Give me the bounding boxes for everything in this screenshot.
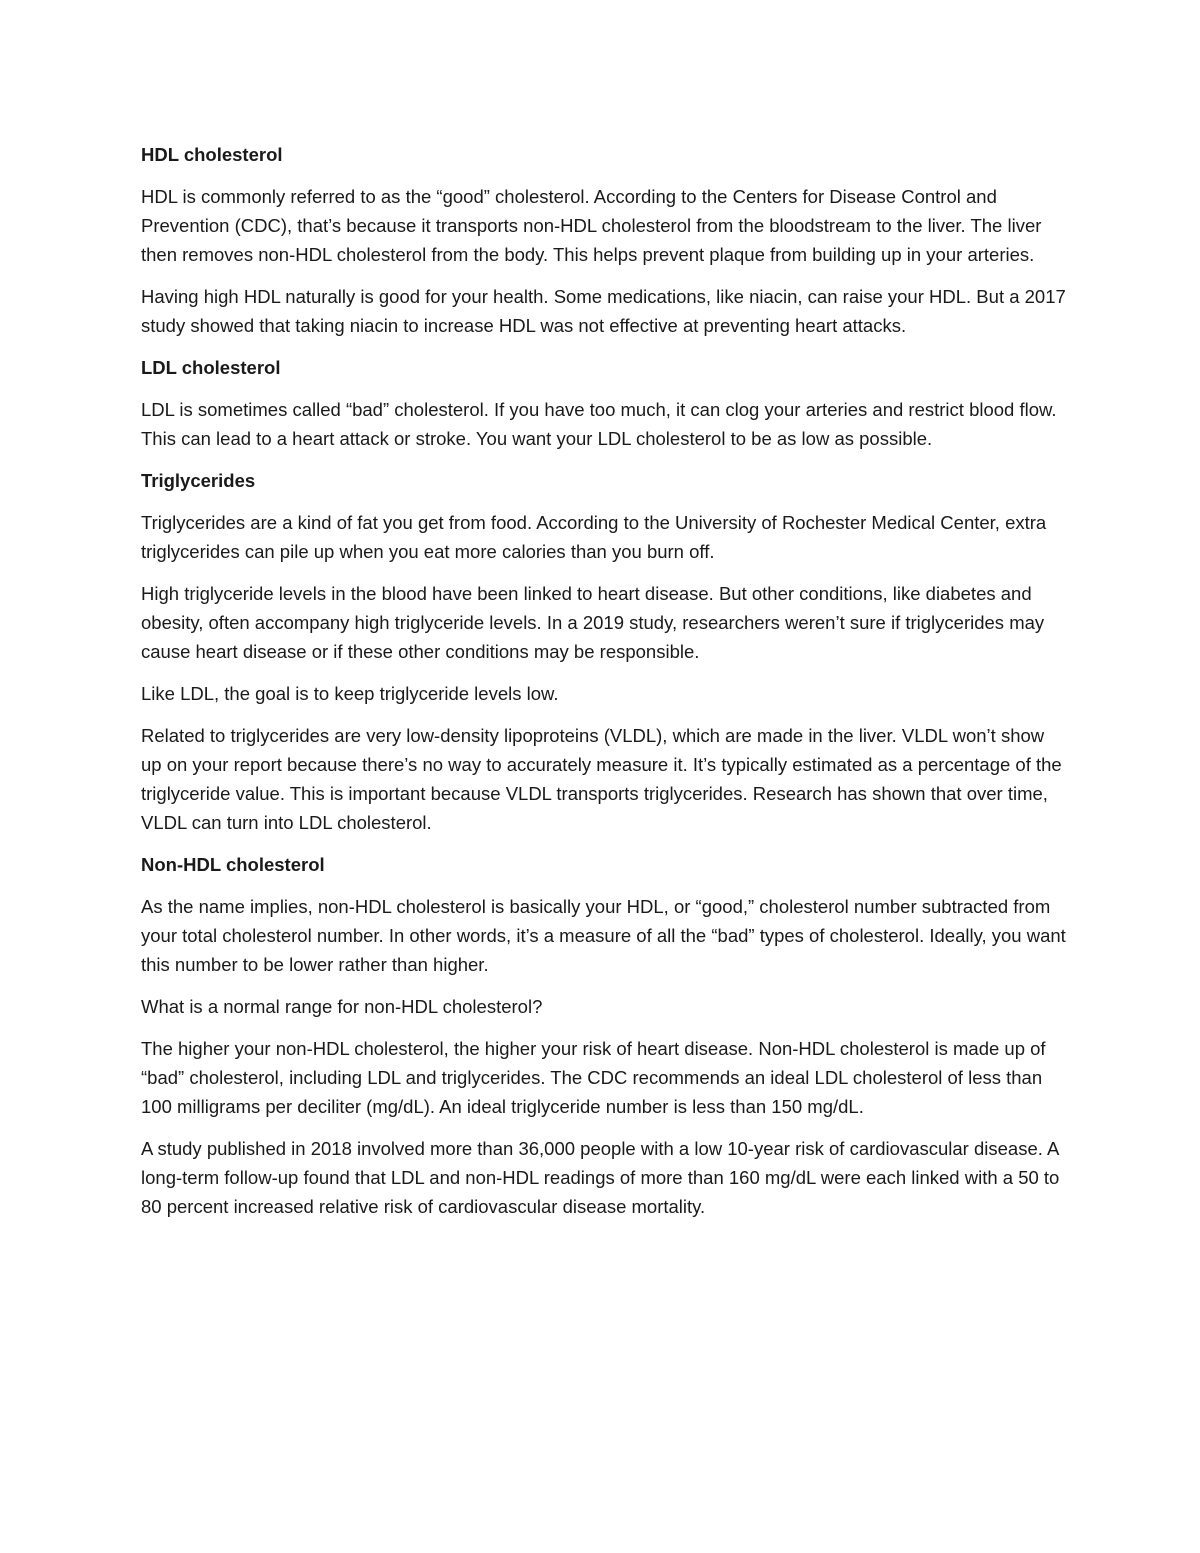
paragraph: Triglycerides are a kind of fat you get from food. According to the University of Rochester Medical Center, extra triglycerides can pile up when you eat more calories than you burn off.	[141, 512, 1047, 562]
paragraph: A study published in 2018 involved more than 36,000 people with a low 10-year risk of cardiovascular disease. A long-term follow-up found that LDL and non-HDL readings of more than 160 mg/dL were each linked with a 50 to 80 percent increased relative risk of cardiovascular disease mortality.	[141, 1138, 1060, 1217]
paragraph: Having high HDL naturally is good for your health. Some medications, like niacin, can raise your HDL. But a 2017 study showed that taking niacin to increase HDL was not effective at preventing heart attacks.	[141, 286, 1066, 336]
paragraph: As the name implies, non-HDL cholesterol is basically your HDL, or “good,” cholesterol number subtracted from your total cholesterol number. In other words, it’s a measure of all the “bad” types of cholesterol. Ideally, you want this number to be lower rather than higher.	[141, 896, 1066, 975]
paragraph: Related to triglycerides are very low-density lipoproteins (VLDL), which are made in the liver. VLDL won’t show up on your report because there’s no way to accurately measure it. It’s typically estimated as a percentage of the triglyceride value. This is important because VLDL transports triglycerides. Research has shown that over time, VLDL can turn into LDL cholesterol.	[141, 725, 1062, 833]
section-heading-ldl: LDL cholesterol	[141, 357, 281, 378]
paragraph: Like LDL, the goal is to keep triglyceride levels low.	[141, 683, 559, 704]
document-page	[141, 140, 1066, 1234]
question-paragraph: What is a normal range for non-HDL cholesterol?	[141, 996, 543, 1017]
paragraph: High triglyceride levels in the blood have been linked to heart disease. But other conditions, like diabetes and obesity, often accompany high triglyceride levels. In a 2019 study, researchers weren’t sure if triglycerides may cause heart disease or if these other conditions may be responsible.	[141, 583, 1045, 662]
paragraph: HDL is commonly referred to as the “good” cholesterol. According to the Centers for Disease Control and Prevention (CDC), that’s because it transports non-HDL cholesterol from the bloodstream to the liver. The liver then removes non-HDL cholesterol from the body. This helps prevent plaque from building up in your arteries.	[141, 186, 1042, 265]
section-heading-non-hdl: Non-HDL cholesterol	[141, 854, 325, 875]
section-heading-hdl: HDL cholesterol	[141, 144, 283, 165]
paragraph: The higher your non-HDL cholesterol, the higher your risk of heart disease. Non-HDL cholesterol is made up of “bad” cholesterol, including LDL and triglycerides. The CDC recommends an ideal LDL cholesterol of less than 100 milligrams per deciliter (mg/dL). An ideal triglyceride number is less than 150 mg/dL.	[141, 1038, 1046, 1117]
section-heading-triglycerides: Triglycerides	[141, 470, 256, 491]
paragraph: LDL is sometimes called “bad” cholesterol. If you have too much, it can clog your arteries and restrict blood flow. This can lead to a heart attack or stroke. You want your LDL cholesterol to be as low as possible.	[141, 399, 1057, 449]
